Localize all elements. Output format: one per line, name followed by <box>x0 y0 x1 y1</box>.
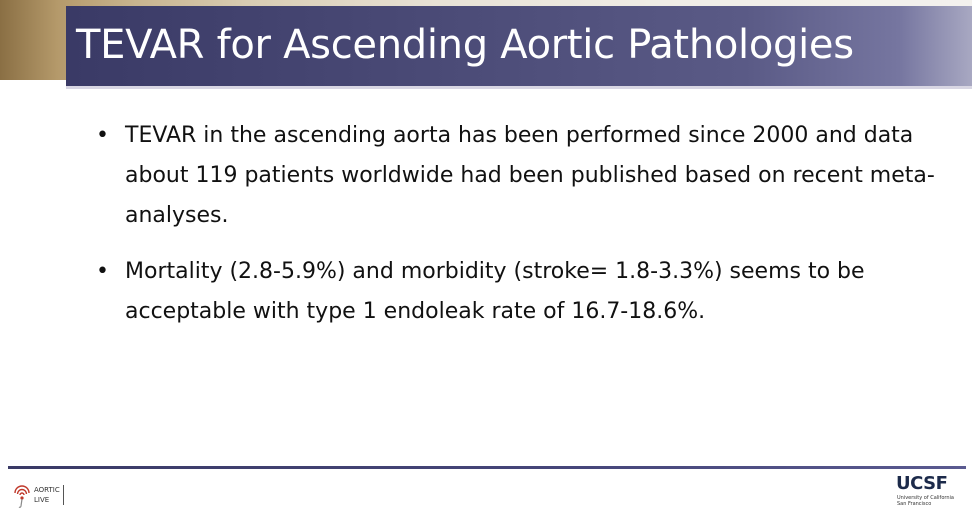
ucsf-logo <box>896 473 962 513</box>
ucsf-subtitle <box>897 495 954 507</box>
bullet-marker: • <box>96 123 109 148</box>
bullet-text: TEVAR in the ascending aorta has been performed since 2000 and data about 119 patients worldwide had been published based on recent meta-analyses. <box>125 123 935 228</box>
slide-title: TEVAR for Ascending Aortic Pathologies <box>76 22 854 68</box>
aortic-live-line2: LIVE <box>34 496 50 504</box>
ucsf-subtitle-line2: San Francisco <box>897 501 932 507</box>
title-divider <box>66 86 972 89</box>
aortic-live-wordmark <box>34 485 64 505</box>
ucsf-logo-icon: UCSF <box>896 473 948 494</box>
footer <box>0 469 972 516</box>
bullet-list <box>96 116 936 332</box>
aortic-live-logo <box>10 479 70 513</box>
ucsf-subtitle-line1: University of California <box>897 495 954 501</box>
aortic-live-logo-icon <box>12 483 32 509</box>
bullet-item <box>96 116 936 236</box>
bullet-text: Mortality (2.8-5.9%) and morbidity (stroke= 1.8-3.3%) seems to be acceptable with type 1 endoleak rate of 16.7-18.6%. <box>125 259 865 324</box>
aortic-live-line1: AORTIC <box>34 486 60 494</box>
bullet-item <box>96 252 936 332</box>
bullet-marker: • <box>96 259 109 284</box>
